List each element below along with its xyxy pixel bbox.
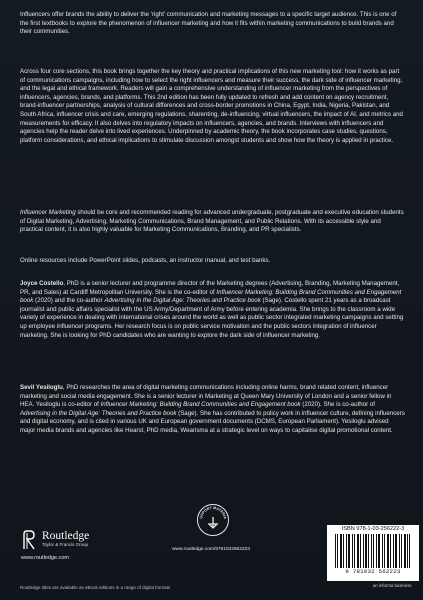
- bio-text: (2020). She is co-author of: [300, 401, 376, 409]
- bio-text: , PhD researches the area of digital marketing communications including online harms, brand related content, influencer marketing and social media engagement. She is a senior lecturer in Marketing at Queen Mary University of London and a senior fellow in HEA. Yesiloglu is co-editor of: [20, 384, 392, 409]
- audience-text: should be core and recommended reading for advanced undergraduate, postgraduate and executive education students of Digital Marketing, Advertising, Marketing Communications, Brand Management, and Public Relations. With its accessible style and practical content, it is also highly valuable for Marketing Communications, Branding, and PR specialists.: [20, 209, 404, 234]
- publisher-name: Routledge: [42, 530, 90, 542]
- publisher-logo: [21, 530, 131, 570]
- bio-text: (2020) and the co-author: [33, 297, 105, 305]
- publisher-group: Taylor & Francis Group: [42, 542, 89, 547]
- intro-paragraph: [20, 11, 405, 37]
- intro-text: Influencers offer brands the ability to deliver the ‘right’ communication and marketing messages to a specific target audience. This is one of the first textbooks to explore the phenomenon of influencer marketing and how it fits within marketing communications to build brands and their communities.: [20, 11, 397, 36]
- badge-text: UPPORT MATERIA: [199, 505, 227, 520]
- support-url: www.routledge.com/9781032562223: [172, 547, 250, 552]
- publisher-url: www.routledge.com: [21, 555, 69, 561]
- bio-italic: Influencer Marketing: Building Brand Communities and Engagement book: [100, 401, 301, 409]
- bio-text: (Sage). She has contributed to policy work in influencer culture, defining influencers and digital economy, and is cited in various UK and European government documents (DCMS, European Parliament). Yesiloglu advised major media brands and agencies like Hearst, PhD media, Wearisma at a strategic level on ways to capitalise digital promotional content.: [20, 409, 405, 434]
- author-name: Sevil Yesiloglu: [20, 384, 63, 391]
- bio-italic: Influencer Marketing: Building Brand Communities and Engagement book: [20, 288, 402, 305]
- bio-text: , PhD is a senior lecturer and programme director of the Marketing degrees (Advertising, Branding, Marketing Management, PR, and Sales) at Cardiff Metropolitan University. She is the co-editor of: [20, 280, 400, 296]
- description-text: Across four core sections, this book brings together the key theory and practical implications of this new marketing tool: how it works as part of communications campaigns, including how to select the right influencers and measure their success, the dark side of influencer marketing, and the legal and ethical framework. Readers will gain a comprehensive understanding of influencer marketing from the perspectives of influencers, agencies, brands, and platforms. This 2nd edition has been fully updated to refresh and add content on agency recruitment, brand-influencer partnerships, analysis of cultural differences and cross-border promotions in China, Egypt, India, Nigeria, Pakistan, and South Africa, influencer crisis and care, emerging regulations, sharenting, de-influencing, virtual influencers, the impact of AI, and metrics and measurements for efficacy. It also delves into regulatory impacts on influencers, agencies, and brands. Interviews with influencers and agencies help the reader delve into lived experiences. Underpinned by academic theory, the book incorporates case studies, questions, platform considerations, and ethical implications to stimulate discussion amongst students and show how the theory is applied in practice.: [20, 68, 403, 144]
- book-title-italic: Influencer Marketing: [20, 209, 76, 216]
- ebook-footer-note: Routledge titles are available as eBook editions in a range of digital formats: [20, 585, 171, 590]
- author-name: Joyce Costello: [20, 280, 64, 287]
- bio-text: (Sage). Costello spent 21 years as a broadcast journalist and public affairs specialist with the US Army/Department of Army before entering academia. She brings to the classroom a wide variety of experience in dealing with international crises around the world as well as public sector integrated marketing campaigns and setting up employee influencer programs. Her research focus is on public service motivation and the public sectors integration of influencer marketing. She is looking for PhD candidates who are wanting to explore the dark side of influencer marketing.: [20, 297, 404, 339]
- resources-paragraph: [20, 257, 405, 266]
- support-material-badge-icon: [196, 503, 230, 537]
- barcode-box: [327, 525, 419, 581]
- bio-italic: Advertising in the Digital Age: Theories and Practice book: [104, 297, 261, 305]
- author-bio-yesiloglu: [20, 384, 405, 436]
- audience-paragraph: [20, 209, 405, 235]
- author-bio-costello: [20, 280, 405, 340]
- resources-text: Online resources include PowerPoint slides, podcasts, an instructor manual, and test banks.: [20, 257, 271, 264]
- isbn-label: ISBN 978-1-03-256222-3: [341, 526, 405, 532]
- bio-italic: Advertising in the Digital Age: Theories and Practice book: [20, 409, 177, 417]
- routledge-r-icon: [21, 530, 37, 550]
- isbn-digits: 9 781032 562223: [327, 568, 419, 575]
- description-paragraph: [20, 68, 405, 145]
- informa-tagline: an informa business: [373, 583, 412, 588]
